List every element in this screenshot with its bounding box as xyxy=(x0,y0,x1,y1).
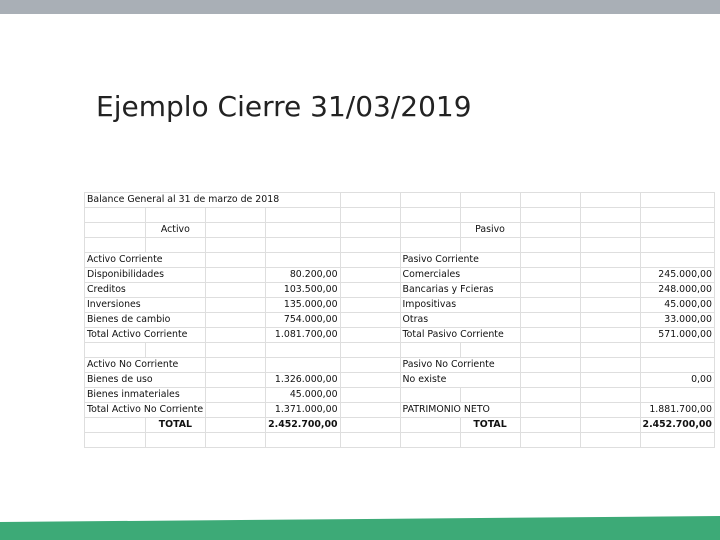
pasivo-corriente-title: Pasivo Corriente xyxy=(400,253,520,268)
table-row: Disponibilidades 80.200,00 Comerciales 245.000,00 xyxy=(85,268,715,283)
activo-total-label: TOTAL xyxy=(145,418,206,433)
balance-sheet-table xyxy=(84,192,715,448)
total-activo-corriente-value: 1.081.700,00 xyxy=(266,328,340,343)
table-row xyxy=(85,238,715,253)
table-row xyxy=(85,328,715,343)
table-row xyxy=(85,343,715,358)
table-row xyxy=(85,253,715,268)
pasivo-total-value: 2.452.700,00 xyxy=(640,418,714,433)
table-row xyxy=(85,433,715,448)
bottom-accent-band xyxy=(0,510,720,540)
sheet-heading: Balance General al 31 de marzo de 2018 xyxy=(85,193,341,208)
table-row xyxy=(85,418,715,433)
total-pasivo-corriente-label: Total Pasivo Corriente xyxy=(400,328,520,343)
table-row: Inversiones 135.000,00 Impositivas 45.000,00 xyxy=(85,298,715,313)
patrimonio-neto-value: 1.881.700,00 xyxy=(640,403,714,418)
table-row xyxy=(85,223,715,238)
total-activo-no-corriente-value: 1.371.000,00 xyxy=(266,403,340,418)
table-row: Creditos 103.500,00 Bancarias y Fcieras 248.000,00 xyxy=(85,283,715,298)
activo-corriente-title: Activo Corriente xyxy=(85,253,206,268)
table-row xyxy=(85,403,715,418)
table-row: Bienes de cambio 754.000,00 Otras 33.000,00 xyxy=(85,313,715,328)
pasivo-total-label: TOTAL xyxy=(460,418,520,433)
table-row xyxy=(85,358,715,373)
top-bar xyxy=(0,0,720,14)
table-row: Bienes inmateriales 45.000,00 xyxy=(85,388,715,403)
activo-header: Activo xyxy=(145,223,206,238)
patrimonio-neto-label: PATRIMONIO NETO xyxy=(400,403,520,418)
activo-total-value: 2.452.700,00 xyxy=(266,418,340,433)
total-activo-no-corriente-label: Total Activo No Corriente xyxy=(85,403,206,418)
table-row xyxy=(85,208,715,223)
total-pasivo-corriente-value: 571.000,00 xyxy=(640,328,714,343)
slide-title: Ejemplo Cierre 31/03/2019 xyxy=(96,90,472,123)
pasivo-header: Pasivo xyxy=(460,223,520,238)
table-row: Bienes de uso 1.326.000,00 No existe 0,00 xyxy=(85,373,715,388)
total-activo-corriente-label: Total Activo Corriente xyxy=(85,328,206,343)
pasivo-no-corriente-title: Pasivo No Corriente xyxy=(400,358,520,373)
table-row xyxy=(85,193,715,208)
activo-no-corriente-title: Activo No Corriente xyxy=(85,358,206,373)
